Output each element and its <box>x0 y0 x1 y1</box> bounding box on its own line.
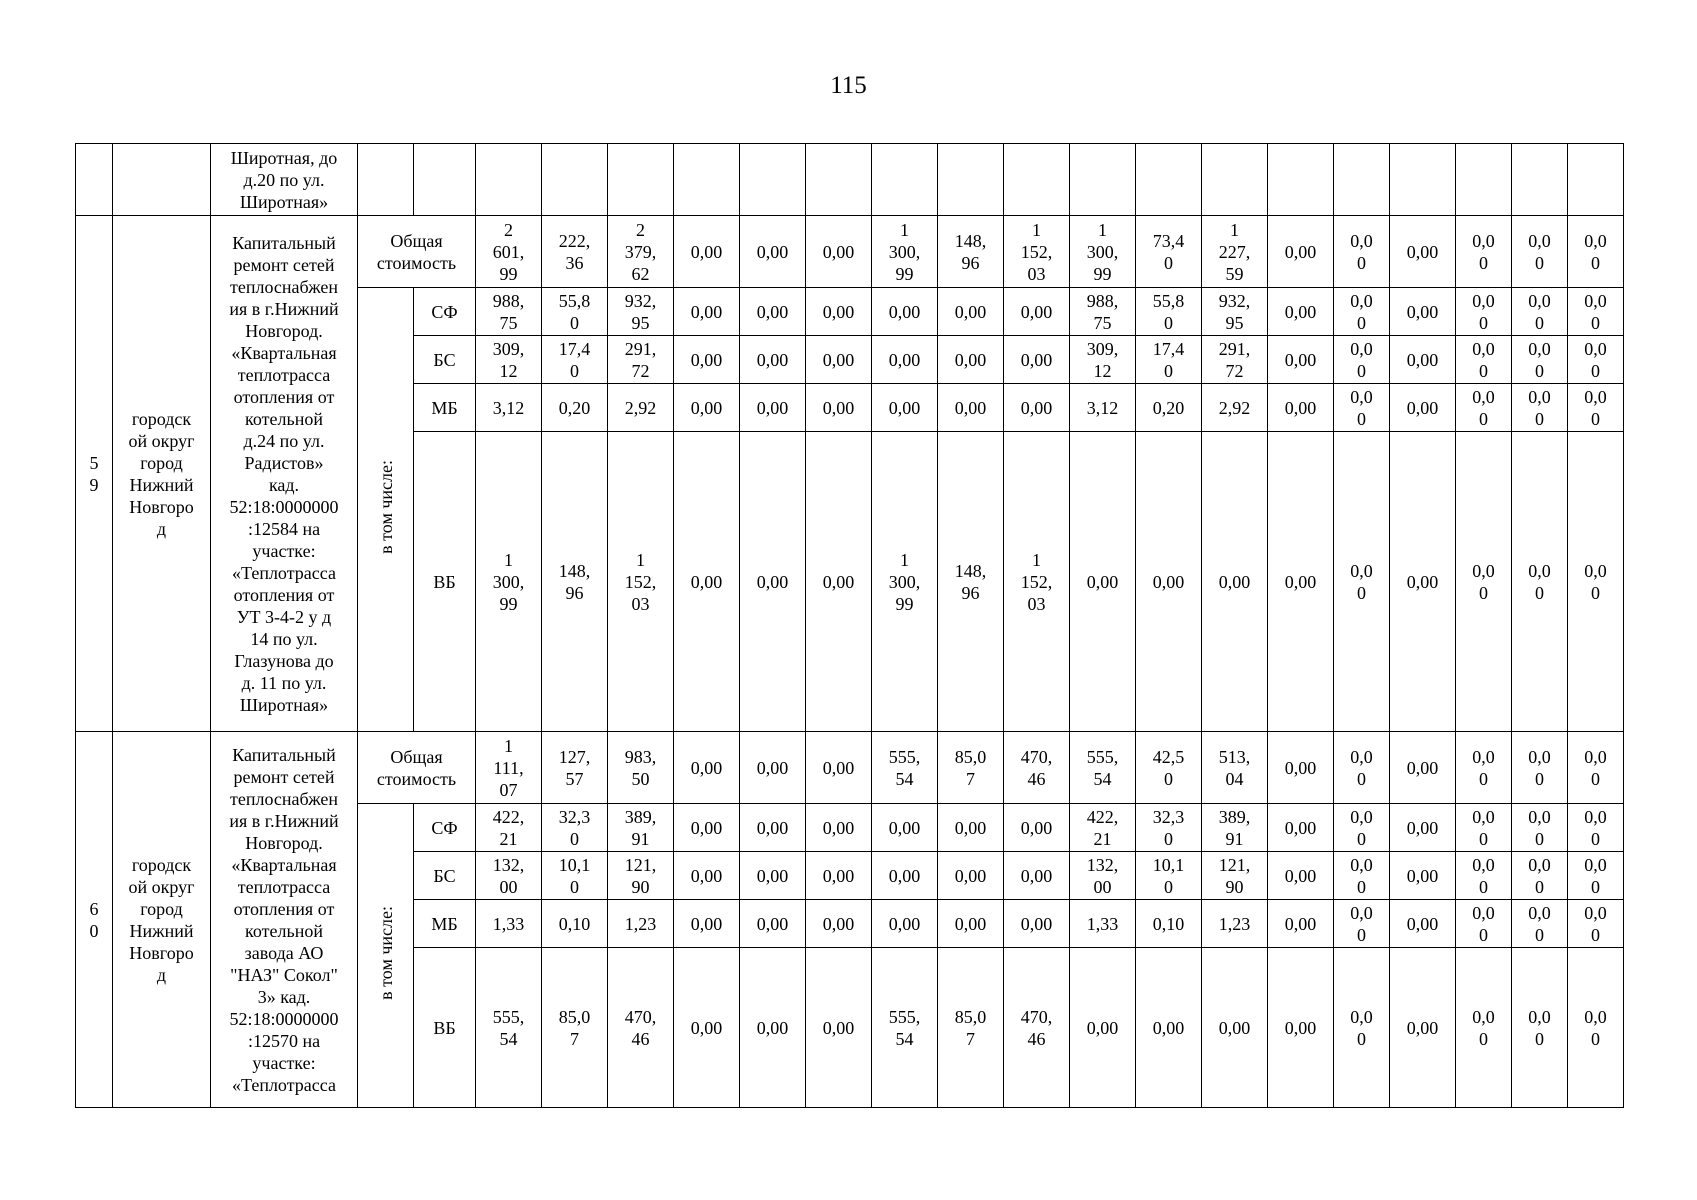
empty-cell <box>476 144 542 216</box>
value-cell: 0,0 0 <box>1456 852 1512 900</box>
municipality-cell: городск ой округ город Нижний Новгоро д <box>113 216 211 732</box>
value-cell: 0,00 <box>740 900 806 948</box>
source-label-cell: БС <box>414 852 476 900</box>
value-cell: 0,00 <box>1390 852 1456 900</box>
value-cell: 0,00 <box>938 852 1004 900</box>
source-label-cell: БС <box>414 336 476 384</box>
value-cell: 0,00 <box>1004 852 1070 900</box>
value-cell: 0,00 <box>674 804 740 852</box>
empty-cell <box>1456 144 1512 216</box>
value-cell: 0,0 0 <box>1512 288 1568 336</box>
num-cell: 6 0 <box>76 732 113 1108</box>
value-cell: 32,3 0 <box>1136 804 1202 852</box>
value-cell: 0,0 0 <box>1568 852 1624 900</box>
empty-cell <box>1390 144 1456 216</box>
value-cell: 0,00 <box>1390 900 1456 948</box>
value-cell: 55,8 0 <box>1136 288 1202 336</box>
empty-cell <box>1568 144 1624 216</box>
value-cell: 1,33 <box>476 900 542 948</box>
value-cell: 0,0 0 <box>1334 216 1390 288</box>
value-cell: 0,00 <box>1268 384 1334 432</box>
value-cell: 0,0 0 <box>1568 288 1624 336</box>
value-cell: 10,1 0 <box>1136 852 1202 900</box>
value-cell: 422, 21 <box>476 804 542 852</box>
value-cell: 0,0 0 <box>1334 384 1390 432</box>
value-cell: 1 152, 03 <box>608 432 674 732</box>
empty-cell <box>1512 144 1568 216</box>
empty-cell <box>1136 144 1202 216</box>
value-cell: 0,00 <box>938 900 1004 948</box>
value-cell: 148, 96 <box>938 216 1004 288</box>
value-cell: 10,1 0 <box>542 852 608 900</box>
value-cell: 932, 95 <box>1202 288 1268 336</box>
value-cell: 42,5 0 <box>1136 732 1202 804</box>
empty-cell <box>608 144 674 216</box>
value-cell: 1 152, 03 <box>1004 216 1070 288</box>
value-cell: 932, 95 <box>608 288 674 336</box>
value-cell: 470, 46 <box>1004 732 1070 804</box>
value-cell: 0,0 0 <box>1568 732 1624 804</box>
value-cell: 0,00 <box>806 804 872 852</box>
value-cell: 0,00 <box>1268 732 1334 804</box>
num-cell: 5 9 <box>76 216 113 732</box>
value-cell: 0,0 0 <box>1456 336 1512 384</box>
value-cell: 291, 72 <box>608 336 674 384</box>
value-cell: 2 379, 62 <box>608 216 674 288</box>
value-cell: 0,0 0 <box>1334 900 1390 948</box>
value-cell: 1 300, 99 <box>872 216 938 288</box>
value-cell: 0,00 <box>1004 288 1070 336</box>
value-cell: 2 601, 99 <box>476 216 542 288</box>
value-cell: 389, 91 <box>1202 804 1268 852</box>
value-cell: 513, 04 <box>1202 732 1268 804</box>
value-cell: 0,00 <box>806 948 872 1108</box>
empty-cell <box>1334 144 1390 216</box>
value-cell: 0,00 <box>1390 948 1456 1108</box>
value-cell: 0,00 <box>674 216 740 288</box>
value-cell: 0,00 <box>1268 804 1334 852</box>
value-cell: 0,0 0 <box>1512 384 1568 432</box>
value-cell: 0,0 0 <box>1568 432 1624 732</box>
empty-cell <box>1070 144 1136 216</box>
value-cell: 0,00 <box>938 288 1004 336</box>
including-label-cell <box>358 804 414 1108</box>
source-label-cell: ВБ <box>414 432 476 732</box>
funding-table <box>75 143 1624 1108</box>
value-cell: 0,00 <box>872 804 938 852</box>
value-cell: 0,0 0 <box>1568 804 1624 852</box>
value-cell: 0,10 <box>542 900 608 948</box>
value-cell: 0,00 <box>674 432 740 732</box>
value-cell: 0,00 <box>806 216 872 288</box>
empty-cell <box>674 144 740 216</box>
value-cell: 0,00 <box>674 852 740 900</box>
value-cell: 0,00 <box>740 336 806 384</box>
value-cell: 3,12 <box>476 384 542 432</box>
value-cell: 0,00 <box>872 852 938 900</box>
value-cell: 0,00 <box>1070 948 1136 1108</box>
value-cell: 1 152, 03 <box>1004 432 1070 732</box>
value-cell: 0,0 0 <box>1512 432 1568 732</box>
value-cell: 0,00 <box>740 948 806 1108</box>
value-cell: 0,00 <box>1268 288 1334 336</box>
value-cell: 121, 90 <box>608 852 674 900</box>
value-cell: 17,4 0 <box>542 336 608 384</box>
page-number: 115 <box>830 72 867 99</box>
empty-cell <box>414 144 476 216</box>
empty-cell <box>358 144 414 216</box>
value-cell: 0,0 0 <box>1334 948 1390 1108</box>
value-cell: 32,3 0 <box>542 804 608 852</box>
value-cell: 0,0 0 <box>1512 216 1568 288</box>
value-cell: 309, 12 <box>1070 336 1136 384</box>
value-cell: 0,0 0 <box>1568 948 1624 1108</box>
value-cell: 0,00 <box>1268 900 1334 948</box>
value-cell: 0,00 <box>938 804 1004 852</box>
value-cell: 0,00 <box>740 384 806 432</box>
value-cell: 0,00 <box>1390 804 1456 852</box>
value-cell: 0,00 <box>1268 336 1334 384</box>
source-label-cell: МБ <box>414 900 476 948</box>
value-cell: 0,00 <box>1136 948 1202 1108</box>
value-cell: 291, 72 <box>1202 336 1268 384</box>
project-total-row <box>76 216 1624 288</box>
value-cell: 0,0 0 <box>1456 732 1512 804</box>
value-cell: 0,00 <box>740 732 806 804</box>
description-cell: Капитальный ремонт сетей теплоснабжен ия в г.Нижний Новгород. «Квартальная теплотрасса отопления от котельной завода АО "НАЗ" Сокол" 3» кад. 52:18:0000000 :12570 на участке: «Теплотрасса <box>211 732 358 1108</box>
value-cell: 148, 96 <box>542 432 608 732</box>
empty-cell <box>1004 144 1070 216</box>
value-cell: 121, 90 <box>1202 852 1268 900</box>
value-cell: 0,00 <box>740 432 806 732</box>
value-cell: 0,0 0 <box>1456 384 1512 432</box>
value-cell: 0,00 <box>1390 216 1456 288</box>
value-cell: 389, 91 <box>608 804 674 852</box>
value-cell: 0,00 <box>1268 432 1334 732</box>
total-label-cell: Общая стоимость <box>358 732 476 804</box>
empty-cell <box>1268 144 1334 216</box>
including-label: в том числе: <box>375 906 396 1000</box>
value-cell: 0,20 <box>1136 384 1202 432</box>
value-cell: 0,00 <box>1202 948 1268 1108</box>
value-cell: 0,00 <box>674 384 740 432</box>
value-cell: 0,00 <box>872 900 938 948</box>
value-cell: 0,00 <box>740 288 806 336</box>
value-cell: 0,00 <box>806 852 872 900</box>
value-cell: 470, 46 <box>1004 948 1070 1108</box>
value-cell: 0,00 <box>806 384 872 432</box>
value-cell: 0,0 0 <box>1512 732 1568 804</box>
value-cell: 555, 54 <box>872 732 938 804</box>
value-cell: 555, 54 <box>476 948 542 1108</box>
value-cell: 0,00 <box>1202 432 1268 732</box>
value-cell: 222, 36 <box>542 216 608 288</box>
value-cell: 0,00 <box>1004 336 1070 384</box>
including-label: в том числе: <box>375 460 396 554</box>
value-cell: 1 111, 07 <box>476 732 542 804</box>
value-cell: 0,00 <box>806 732 872 804</box>
value-cell: 1 300, 99 <box>1070 216 1136 288</box>
including-label-cell <box>358 288 414 732</box>
value-cell: 127, 57 <box>542 732 608 804</box>
value-cell: 2,92 <box>1202 384 1268 432</box>
value-cell: 0,0 0 <box>1456 432 1512 732</box>
value-cell: 983, 50 <box>608 732 674 804</box>
value-cell: 0,0 0 <box>1512 804 1568 852</box>
value-cell: 0,0 0 <box>1568 900 1624 948</box>
value-cell: 0,0 0 <box>1334 732 1390 804</box>
value-cell: 422, 21 <box>1070 804 1136 852</box>
project-total-row <box>76 732 1624 804</box>
value-cell: 0,00 <box>872 336 938 384</box>
value-cell: 0,0 0 <box>1456 948 1512 1108</box>
value-cell: 0,00 <box>1268 948 1334 1108</box>
value-cell: 0,0 0 <box>1456 900 1512 948</box>
value-cell: 55,8 0 <box>542 288 608 336</box>
value-cell: 0,00 <box>740 216 806 288</box>
value-cell: 132, 00 <box>476 852 542 900</box>
value-cell: 0,00 <box>1268 216 1334 288</box>
value-cell: 132, 00 <box>1070 852 1136 900</box>
value-cell: 1,33 <box>1070 900 1136 948</box>
value-cell: 0,0 0 <box>1568 336 1624 384</box>
value-cell: 0,00 <box>674 288 740 336</box>
value-cell: 0,0 0 <box>1456 804 1512 852</box>
empty-cell <box>1202 144 1268 216</box>
value-cell: 0,00 <box>806 900 872 948</box>
value-cell: 0,10 <box>1136 900 1202 948</box>
value-cell: 0,00 <box>806 432 872 732</box>
value-cell: 0,00 <box>1004 384 1070 432</box>
value-cell: 0,00 <box>1004 900 1070 948</box>
value-cell: 1 227, 59 <box>1202 216 1268 288</box>
value-cell: 0,0 0 <box>1568 216 1624 288</box>
value-cell: 0,0 0 <box>1334 336 1390 384</box>
value-cell: 0,00 <box>872 384 938 432</box>
value-cell: 85,0 7 <box>542 948 608 1108</box>
value-cell: 0,00 <box>1390 732 1456 804</box>
empty-cell <box>542 144 608 216</box>
value-cell: 555, 54 <box>872 948 938 1108</box>
source-label-cell: МБ <box>414 384 476 432</box>
value-cell: 0,00 <box>1390 432 1456 732</box>
municipality-cell <box>113 144 211 216</box>
value-cell: 0,00 <box>806 288 872 336</box>
value-cell: 0,00 <box>938 336 1004 384</box>
value-cell: 470, 46 <box>608 948 674 1108</box>
value-cell: 1 300, 99 <box>872 432 938 732</box>
value-cell: 0,0 0 <box>1512 336 1568 384</box>
empty-cell <box>938 144 1004 216</box>
value-cell: 0,00 <box>1390 288 1456 336</box>
value-cell: 1 300, 99 <box>476 432 542 732</box>
empty-cell <box>806 144 872 216</box>
value-cell: 0,00 <box>1390 384 1456 432</box>
value-cell: 0,0 0 <box>1334 804 1390 852</box>
value-cell: 0,00 <box>674 336 740 384</box>
value-cell: 0,0 0 <box>1512 852 1568 900</box>
value-cell: 0,00 <box>1004 804 1070 852</box>
value-cell: 0,0 0 <box>1512 900 1568 948</box>
value-cell: 1,23 <box>608 900 674 948</box>
value-cell: 148, 96 <box>938 432 1004 732</box>
value-cell: 0,0 0 <box>1512 948 1568 1108</box>
value-cell: 309, 12 <box>476 336 542 384</box>
value-cell: 0,00 <box>674 900 740 948</box>
value-cell: 2,92 <box>608 384 674 432</box>
value-cell: 0,00 <box>740 804 806 852</box>
value-cell: 0,0 0 <box>1334 432 1390 732</box>
value-cell: 73,4 0 <box>1136 216 1202 288</box>
value-cell: 0,0 0 <box>1456 288 1512 336</box>
value-cell: 555, 54 <box>1070 732 1136 804</box>
total-label-cell: Общая стоимость <box>358 216 476 288</box>
value-cell: 3,12 <box>1070 384 1136 432</box>
num-cell <box>76 144 113 216</box>
empty-cell <box>740 144 806 216</box>
empty-cell <box>872 144 938 216</box>
continuation-row <box>76 144 1624 216</box>
value-cell: 85,0 7 <box>938 732 1004 804</box>
description-cell: Широтная, до д.20 по ул. Широтная» <box>211 144 358 216</box>
value-cell: 1,23 <box>1202 900 1268 948</box>
value-cell: 0,0 0 <box>1456 216 1512 288</box>
value-cell: 0,00 <box>1070 432 1136 732</box>
value-cell: 0,00 <box>1268 852 1334 900</box>
source-label-cell: СФ <box>414 804 476 852</box>
source-label-cell: ВБ <box>414 948 476 1108</box>
value-cell: 17,4 0 <box>1136 336 1202 384</box>
value-cell: 0,00 <box>740 852 806 900</box>
value-cell: 0,00 <box>1136 432 1202 732</box>
description-cell: Капитальный ремонт сетей теплоснабжен ия в г.Нижний Новгород. «Квартальная теплотрасса отопления от котельной д.24 по ул. Радистов» кад. 52:18:0000000 :12584 на участке: «Теплотрасса отопления от УТ 3-4-2 у д 14 по ул. Глазунова до д. 11 по ул. Широтная» <box>211 216 358 732</box>
value-cell: 0,00 <box>674 948 740 1108</box>
value-cell: 0,0 0 <box>1568 384 1624 432</box>
value-cell: 988, 75 <box>476 288 542 336</box>
value-cell: 0,00 <box>1390 336 1456 384</box>
municipality-cell: городск ой округ город Нижний Новгоро д <box>113 732 211 1108</box>
value-cell: 0,0 0 <box>1334 288 1390 336</box>
value-cell: 0,0 0 <box>1334 852 1390 900</box>
value-cell: 988, 75 <box>1070 288 1136 336</box>
value-cell: 85,0 7 <box>938 948 1004 1108</box>
value-cell: 0,00 <box>872 288 938 336</box>
value-cell: 0,00 <box>806 336 872 384</box>
value-cell: 0,20 <box>542 384 608 432</box>
value-cell: 0,00 <box>938 384 1004 432</box>
source-label-cell: СФ <box>414 288 476 336</box>
value-cell: 0,00 <box>674 732 740 804</box>
